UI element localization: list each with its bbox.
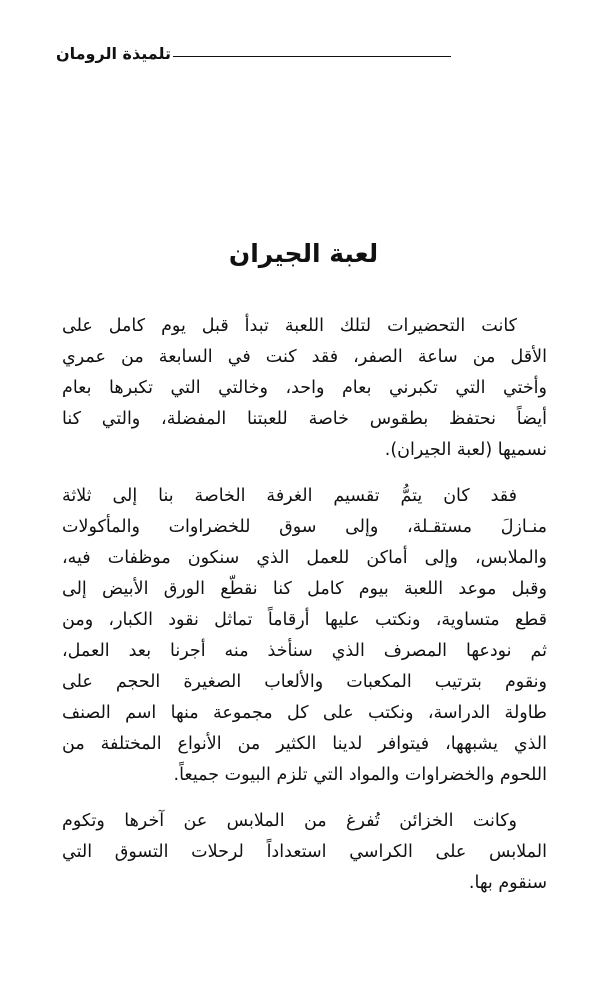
text-line: نسميها (لعبة الجيران). xyxy=(384,440,547,460)
text-line: الملابس على الكراسي استعداداً لرحلات التسوق التي xyxy=(62,842,547,862)
text-line: سنقوم بها. xyxy=(468,873,547,893)
text-line: كانت التحضيرات لتلك اللعبة تبدأ قبل يوم كامل على xyxy=(62,316,517,336)
paragraph-1 xyxy=(62,311,547,466)
text-line: فقد كان يتمُّ تقسيم الغرفة الخاصة بنا إلى ثلاثة xyxy=(62,486,517,506)
text-line: وكانت الخزائن تُفرغ من الملابس عن آخرها وتكوم xyxy=(62,811,517,831)
text-line: والملابس، وإلى أماكن للعمل الذي سنكون موظفات فيه، xyxy=(62,548,547,568)
paragraph-3 xyxy=(62,806,547,899)
chapter-title: لعبة الجيران xyxy=(228,239,379,268)
text-line: ثم نودعها المصرف الذي سنأخذ منه أجرنا بعد العمل، xyxy=(62,641,547,661)
text-line: أيضاً نحتفظ بطقوس خاصة للعبتنا المفضلة، والتي كنا xyxy=(62,409,547,429)
text-line: وقبل موعد اللعبة بيوم كامل كنا نقطّع الورق الأبيض إلى xyxy=(62,579,547,599)
paragraph-2 xyxy=(62,481,547,791)
text-line: ونقوم بترتيب المكعبات والألعاب الصغيرة الحجم على xyxy=(62,672,547,692)
running-header-title: تلميذة الرومان xyxy=(55,44,171,63)
text-line: الذي يشبهها، فيتوافر لدينا الكثير من الأنواع المختلفة من xyxy=(62,734,547,754)
text-line: الأقل من ساعة الصفر، فقد كنت في السابعة من عمري xyxy=(62,347,547,367)
text-line: طاولة الدراسة، ونكتب على كل مجموعة منها اسم الصنف xyxy=(62,703,547,723)
header-rule xyxy=(173,56,451,57)
text-line: وأختي التي تكبرني بعام واحد، وخالتي التي تكبرها بعام xyxy=(62,378,547,398)
text-line: منـازلَ مستقـلة، وإلى سوق للخضراوات والمأكولات xyxy=(62,517,547,537)
text-line: قطع متساوية، ونكتب عليها أرقاماً تماثل نقود الكبار، ومن xyxy=(62,610,547,630)
body-text xyxy=(62,311,547,899)
text-line: اللحوم والخضراوات والمواد التي تلزم البيوت جميعاً. xyxy=(173,765,547,785)
